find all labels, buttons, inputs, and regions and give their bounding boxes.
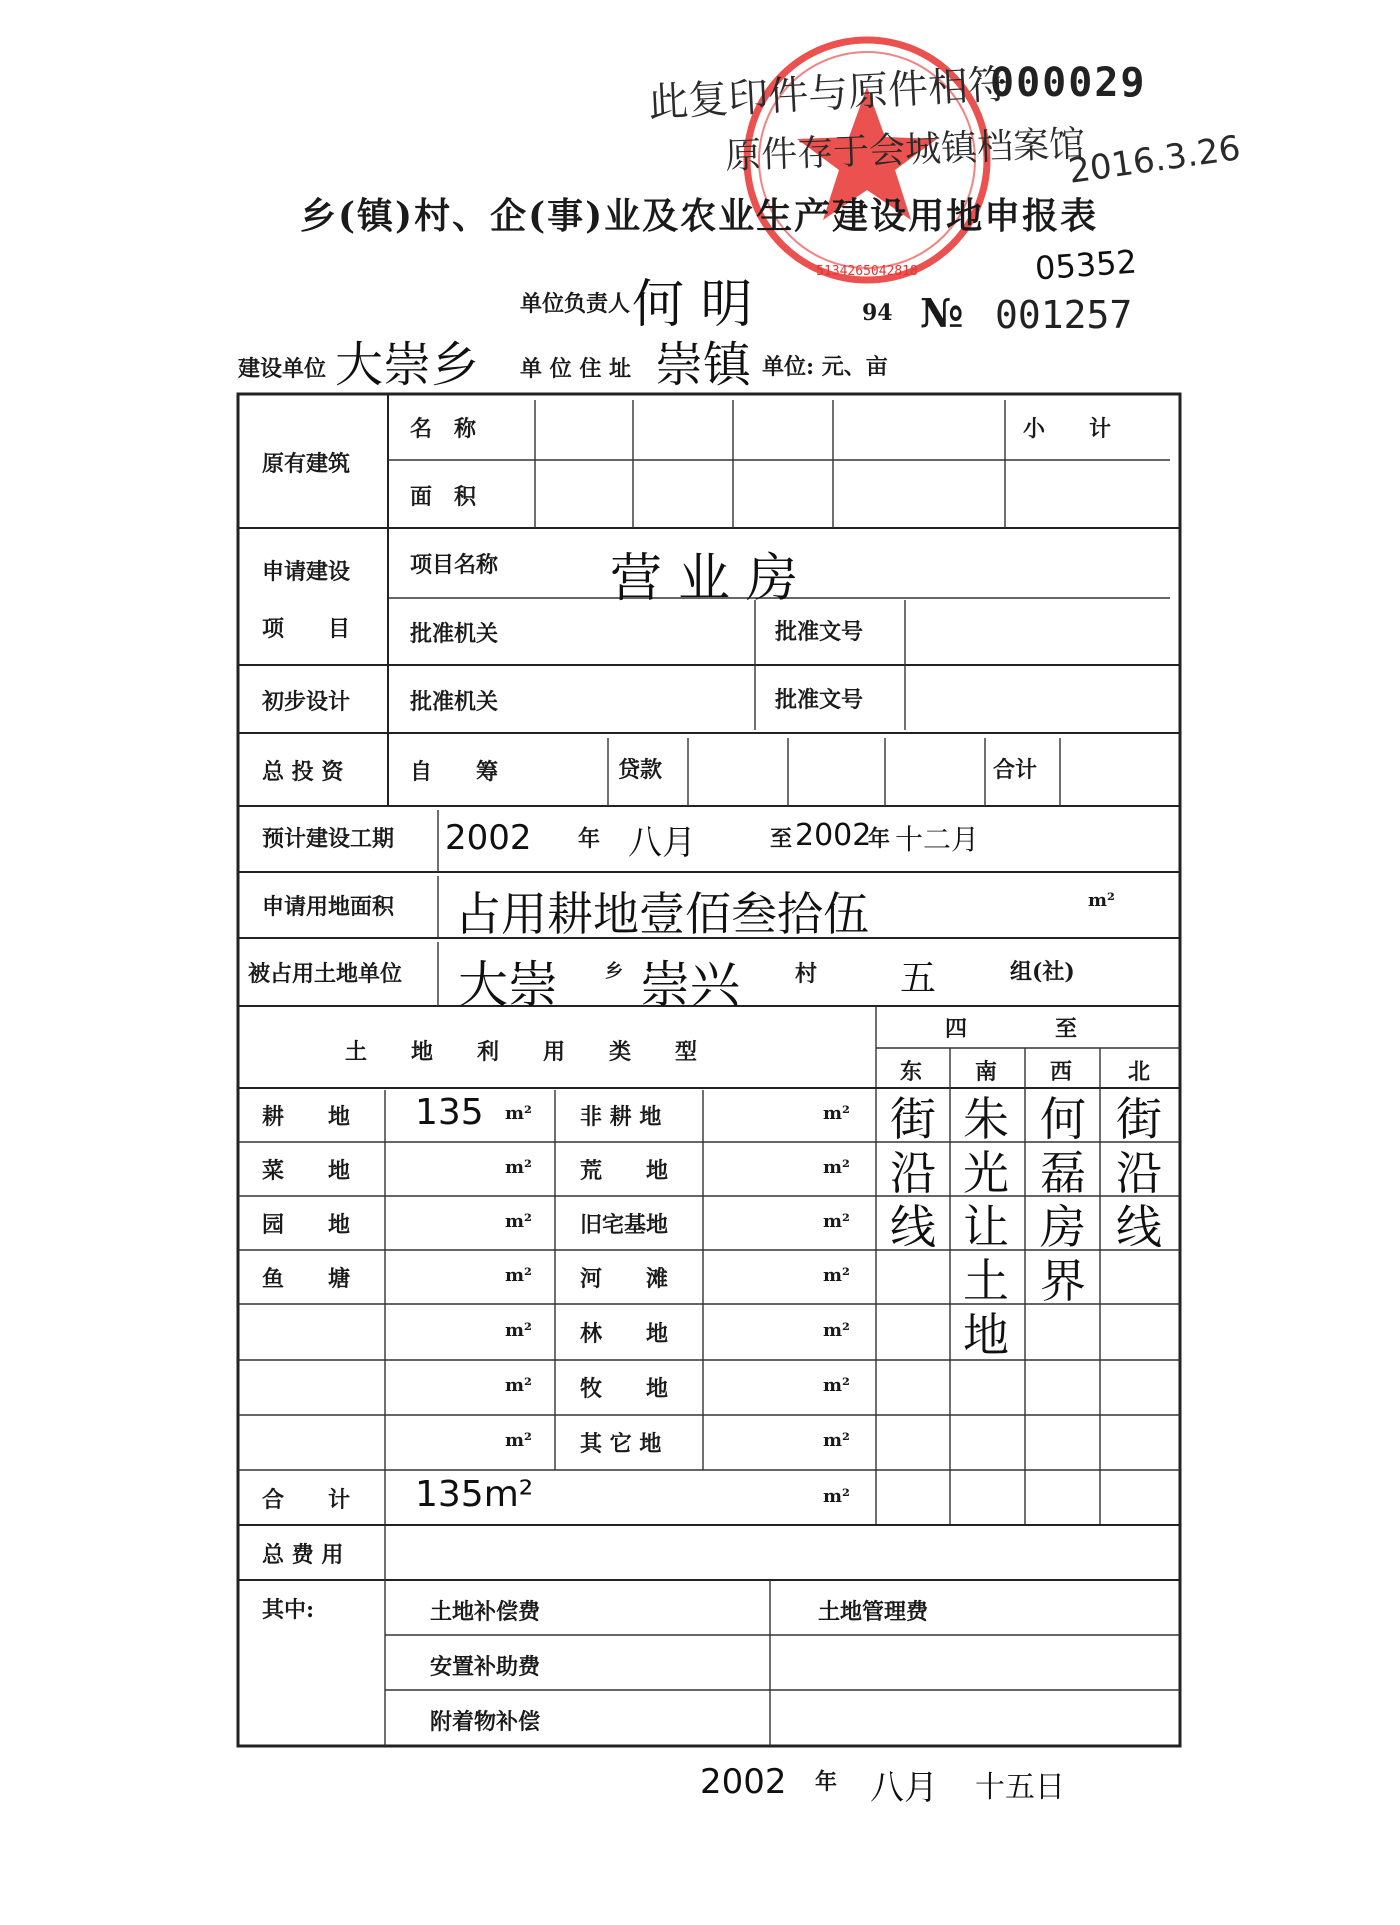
certification-date: 2016.3.26 bbox=[1066, 128, 1243, 192]
preliminary-label: 初步设计 bbox=[262, 689, 351, 715]
project-doc-no-label: 批准文号 bbox=[775, 619, 864, 645]
land-right-unit-0: m² bbox=[823, 1103, 850, 1124]
land-left-unit-0: m² bbox=[505, 1103, 532, 1124]
land-left-label-2: 园 地 bbox=[262, 1212, 351, 1238]
fees-among-label: 其中: bbox=[262, 1597, 315, 1623]
boundary-south: 朱 光 让 土 地 bbox=[963, 1092, 1009, 1362]
fees-compensation-label: 土地补偿费 bbox=[430, 1599, 541, 1625]
period-start-month: 八月 bbox=[628, 823, 696, 863]
occupied-group-suffix: 组(社) bbox=[1010, 959, 1075, 985]
period-start-year: 2002 bbox=[445, 818, 532, 858]
land-right-label-3: 河 滩 bbox=[580, 1266, 669, 1292]
builder-value: 大崇乡 bbox=[335, 337, 480, 393]
area-unit: m² bbox=[1088, 890, 1115, 911]
investment-total-label: 合计 bbox=[993, 757, 1038, 783]
fees-management-label: 土地管理费 bbox=[818, 1599, 929, 1625]
occupied-village-value: 崇兴 bbox=[640, 956, 740, 1014]
land-left-unit-2: m² bbox=[505, 1211, 532, 1232]
serial-number-top: 000029 bbox=[990, 60, 1147, 106]
occupied-town-value: 大崇 bbox=[458, 956, 558, 1014]
certification-line-1: 此复印件与原件相符 bbox=[647, 61, 1010, 127]
responsible-label: 单位负责人 bbox=[520, 291, 631, 317]
land-total-value: 135m² bbox=[415, 1474, 534, 1515]
boundary-west: 何 磊 房 界 bbox=[1040, 1092, 1086, 1308]
boundary-header-west: 西 bbox=[1050, 1059, 1073, 1085]
land-left-unit-6: m² bbox=[505, 1430, 532, 1451]
period-end-month: 十二月 bbox=[895, 823, 980, 856]
preliminary-doc-no-label: 批准文号 bbox=[775, 687, 864, 713]
occupied-group-value: 五 bbox=[900, 958, 937, 999]
occupied-label: 被占用土地单位 bbox=[248, 961, 403, 987]
land-right-label-0: 非 耕 地 bbox=[580, 1104, 662, 1130]
land-left-label-1: 菜 地 bbox=[262, 1158, 351, 1184]
land-right-unit-1: m² bbox=[823, 1157, 850, 1178]
original-name-label: 名 称 bbox=[410, 416, 477, 442]
project-name-label: 项目名称 bbox=[410, 552, 499, 578]
fees-resettlement-label: 安置补助费 bbox=[430, 1654, 541, 1680]
land-left-unit-4: m² bbox=[505, 1320, 532, 1341]
project-label-1: 申请建设 bbox=[262, 559, 351, 585]
occupied-town-suffix: 乡 bbox=[605, 961, 623, 982]
investment-self-label: 自 筹 bbox=[410, 759, 499, 785]
land-right-label-4: 林 地 bbox=[580, 1321, 669, 1347]
land-right-label-6: 其 它 地 bbox=[580, 1431, 662, 1457]
project-name-value: 营业房 bbox=[610, 549, 815, 609]
land-total-label: 合 计 bbox=[262, 1487, 351, 1513]
land-right-unit-4: m² bbox=[823, 1320, 850, 1341]
boundary-header-east: 东 bbox=[900, 1059, 923, 1085]
period-label: 预计建设工期 bbox=[262, 826, 395, 852]
project-authority-label: 批准机关 bbox=[410, 621, 499, 647]
land-right-label-5: 牧 地 bbox=[580, 1376, 669, 1402]
boundary-header-north: 北 bbox=[1128, 1059, 1151, 1085]
occupied-village-suffix: 村 bbox=[795, 961, 818, 987]
boundary-north: 街 沿 线 bbox=[1116, 1092, 1162, 1254]
boundary-east: 街 沿 线 bbox=[890, 1092, 936, 1254]
land-use-title: 土 地 利 用 类 型 bbox=[345, 1039, 698, 1065]
land-left-label-0: 耕 地 bbox=[262, 1104, 351, 1130]
land-left-label-3: 鱼 塘 bbox=[262, 1266, 351, 1292]
period-year-char-2: 年 bbox=[868, 826, 891, 852]
address-value: 崇镇 bbox=[655, 337, 752, 393]
land-right-label-1: 荒 地 bbox=[580, 1158, 669, 1184]
builder-label: 建设单位 bbox=[238, 356, 327, 382]
area-label: 申请用地面积 bbox=[262, 894, 395, 920]
form-title: 乡(镇)村、企(事)业及农业生产建设用地申报表 bbox=[300, 195, 1099, 237]
original-area-label: 面 积 bbox=[410, 484, 477, 510]
land-total-right-unit: m² bbox=[823, 1486, 850, 1507]
investment-label: 总 投 资 bbox=[262, 759, 344, 785]
land-right-unit-6: m² bbox=[823, 1430, 850, 1451]
serial-no: 001257 bbox=[995, 293, 1133, 337]
boundaries-title: 四 至 bbox=[945, 1016, 1078, 1042]
unit-label: 单位: 元、亩 bbox=[762, 354, 888, 380]
investment-loan-label: 贷款 bbox=[618, 757, 663, 783]
handwritten-code: 05352 bbox=[1033, 242, 1138, 288]
land-left-unit-5: m² bbox=[505, 1375, 532, 1396]
land-left-unit-1: m² bbox=[505, 1157, 532, 1178]
certification-line-2: 原件存于会城镇档案馆 bbox=[724, 123, 1086, 178]
land-right-label-2: 旧宅基地 bbox=[580, 1212, 669, 1238]
land-right-unit-2: m² bbox=[823, 1211, 850, 1232]
fees-attachment-label: 附着物补偿 bbox=[430, 1709, 541, 1735]
area-value: 占用耕地壹佰叁拾伍 bbox=[455, 887, 869, 941]
original-subtotal-label: 小 计 bbox=[1023, 416, 1112, 442]
fees-total-label: 总 费 用 bbox=[262, 1542, 344, 1568]
footer-date-day: 十五日 bbox=[975, 1770, 1065, 1805]
serial-no-prefix: № bbox=[920, 290, 964, 337]
boundary-header-south: 南 bbox=[975, 1059, 998, 1085]
project-label-2: 项 目 bbox=[262, 616, 351, 642]
period-end-year: 2002 bbox=[795, 818, 872, 853]
period-year-char-1: 年 bbox=[578, 826, 601, 852]
footer-date-year-char: 年 bbox=[815, 1769, 838, 1795]
land-right-unit-5: m² bbox=[823, 1375, 850, 1396]
period-to-char: 至 bbox=[770, 826, 793, 852]
land-left-value-0: 135 bbox=[415, 1092, 484, 1133]
footer-date-month: 八月 bbox=[870, 1768, 938, 1808]
stamp-digits: 5134265042818 bbox=[816, 264, 918, 279]
year-code: 94 bbox=[862, 300, 893, 326]
original-building-label: 原有建筑 bbox=[262, 451, 351, 477]
responsible-value: 何 明 bbox=[632, 275, 753, 335]
land-right-unit-3: m² bbox=[823, 1265, 850, 1286]
address-label: 单 位 住 址 bbox=[520, 356, 631, 382]
preliminary-authority-label: 批准机关 bbox=[410, 689, 499, 715]
footer-date-year: 2002 bbox=[700, 1762, 787, 1802]
land-left-unit-3: m² bbox=[505, 1265, 532, 1286]
